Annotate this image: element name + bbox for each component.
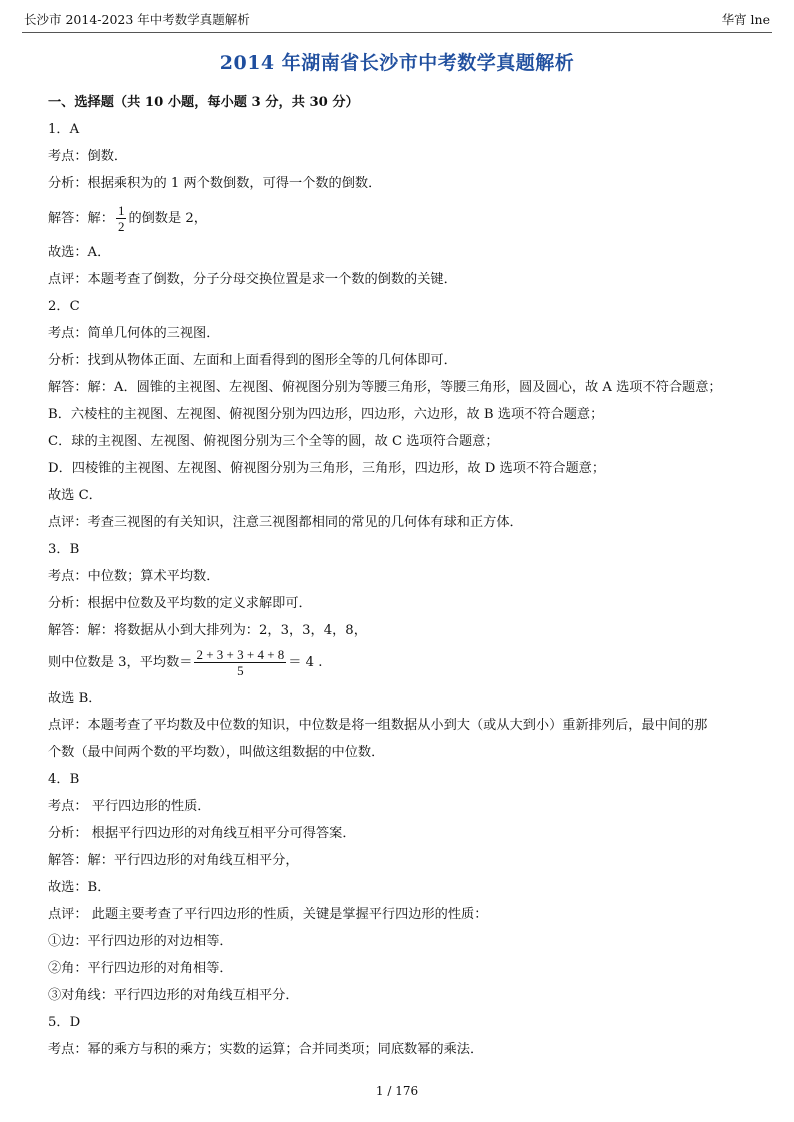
q2-fenxi: 分析：找到从物体正面、左面和上面看得到的图形全等的几何体即可． (48, 353, 457, 368)
q4-answer: 4．B (48, 772, 80, 787)
q3-mean-formula (48, 646, 754, 680)
page-header (22, 10, 772, 33)
q2-kaodian: 考点：简单几何体的三视图． (48, 326, 220, 341)
q1-fenxi: 分析：根据乘积为的 1 两个数倒数，可得一个数的倒数． (48, 176, 382, 191)
q1-dianping: 点评：本题考查了倒数，分子分母交换位置是求一个数的倒数的关键． (48, 272, 457, 287)
q3-fenxi: 分析：根据中位数及平均数的定义求解即可． (48, 596, 312, 611)
q1-answer: 1．A (48, 122, 80, 137)
section-heading: 一、选择题（共 10 小题，每小题 3 分，共 30 分） (48, 95, 359, 110)
q2-guxuan: 故选 C． (48, 488, 102, 503)
q1-jieda-suffix: 的倒数是 2， (128, 211, 207, 226)
q1-fraction-denominator: 2 (117, 219, 125, 234)
q2-jieda: 解答：解：A．圆锥的主视图、左视图、俯视图分别为等腰三角形，等腰三角形，圆及圆心，故 A 选项不符合题意； (48, 380, 722, 395)
header-right-text: 华宵 lne (721, 12, 770, 27)
q3-fraction (194, 647, 286, 678)
q3-answer: 3．B (48, 542, 80, 557)
q5-answer: 5．D (48, 1015, 81, 1030)
q3-jieda: 解答：解：将数据从小到大排列为：2，3，3，4，8， (48, 623, 367, 638)
q1-guxuan: 故选：A． (48, 245, 111, 260)
q4-property-2: ②角：平行四边形的对角相等． (48, 961, 233, 976)
q4-kaodian: 考点： 平行四边形的性质． (48, 799, 211, 814)
q3-fraction-numerator: 2 + 3 + 3 + 4 + 8 (196, 647, 285, 662)
q2-dianping: 点评：考查三视图的有关知识，注意三视图都相同的常见的几何体有球和正方体． (48, 515, 523, 530)
q3-kaodian: 考点：中位数；算术平均数． (48, 569, 220, 584)
q2-option-c: C．球的主视图、左视图、俯视图分别为三个全等的圆，故 C 选项符合题意； (48, 434, 499, 449)
q4-guxuan: 故选：B． (48, 880, 111, 895)
q4-jieda: 解答：解：平行四边形的对角线互相平分， (48, 853, 299, 868)
document-title: 2014 年湖南省长沙市中考数学真题解析 (219, 52, 575, 74)
q4-property-1: ①边：平行四边形的对边相等． (48, 934, 233, 949)
q5-kaodian: 考点：幂的乘方与积的乘方；实数的运算；合并同类项；同底数幂的乘法． (48, 1042, 484, 1057)
q1-jieda-prefix: 解答：解： (48, 211, 114, 226)
q3-dianping-line1: 点评：本题考查了平均数及中位数的知识，中位数是将一组数据从小到大（或从大到小）重新排列后，最中间的那 (48, 718, 708, 733)
page-number: 1 / 176 (375, 1084, 419, 1098)
q1-fraction-numerator: 1 (117, 203, 125, 218)
q3-mean-prefix: 则中位数是 3，平均数＝ (48, 655, 193, 670)
q3-dianping-line2: 个数（最中间两个数的平均数），叫做这组数据的中位数． (48, 745, 385, 760)
header-left-text: 长沙市 2014-2023 年中考数学真题解析 (24, 12, 250, 27)
q1-kaodian: 考点：倒数． (48, 149, 128, 164)
q4-fenxi: 分析： 根据平行四边形的对角线互相平分可得答案． (48, 826, 356, 841)
q3-fraction-denominator: 5 (237, 663, 244, 678)
q1-fraction (116, 203, 127, 234)
q2-answer: 2．C (48, 299, 80, 314)
q4-property-3: ③对角线：平行四边形的对角线互相平分． (48, 988, 299, 1003)
q2-option-b: B．六棱柱的主视图、左视图、俯视图分别为四边形，四边形，六边形，故 B 选项不符合题意； (48, 407, 604, 422)
q3-mean-suffix: ＝ 4 . (288, 655, 323, 670)
q2-option-d: D．四棱锥的主视图、左视图、俯视图分别为三角形，三角形，四边形，故 D 选项不符合题意； (48, 461, 606, 476)
q4-dianping: 点评： 此题主要考查了平行四边形的性质，关键是掌握平行四边形的性质： (48, 907, 488, 922)
q3-guxuan: 故选 B． (48, 691, 102, 706)
q1-jieda (48, 202, 754, 236)
